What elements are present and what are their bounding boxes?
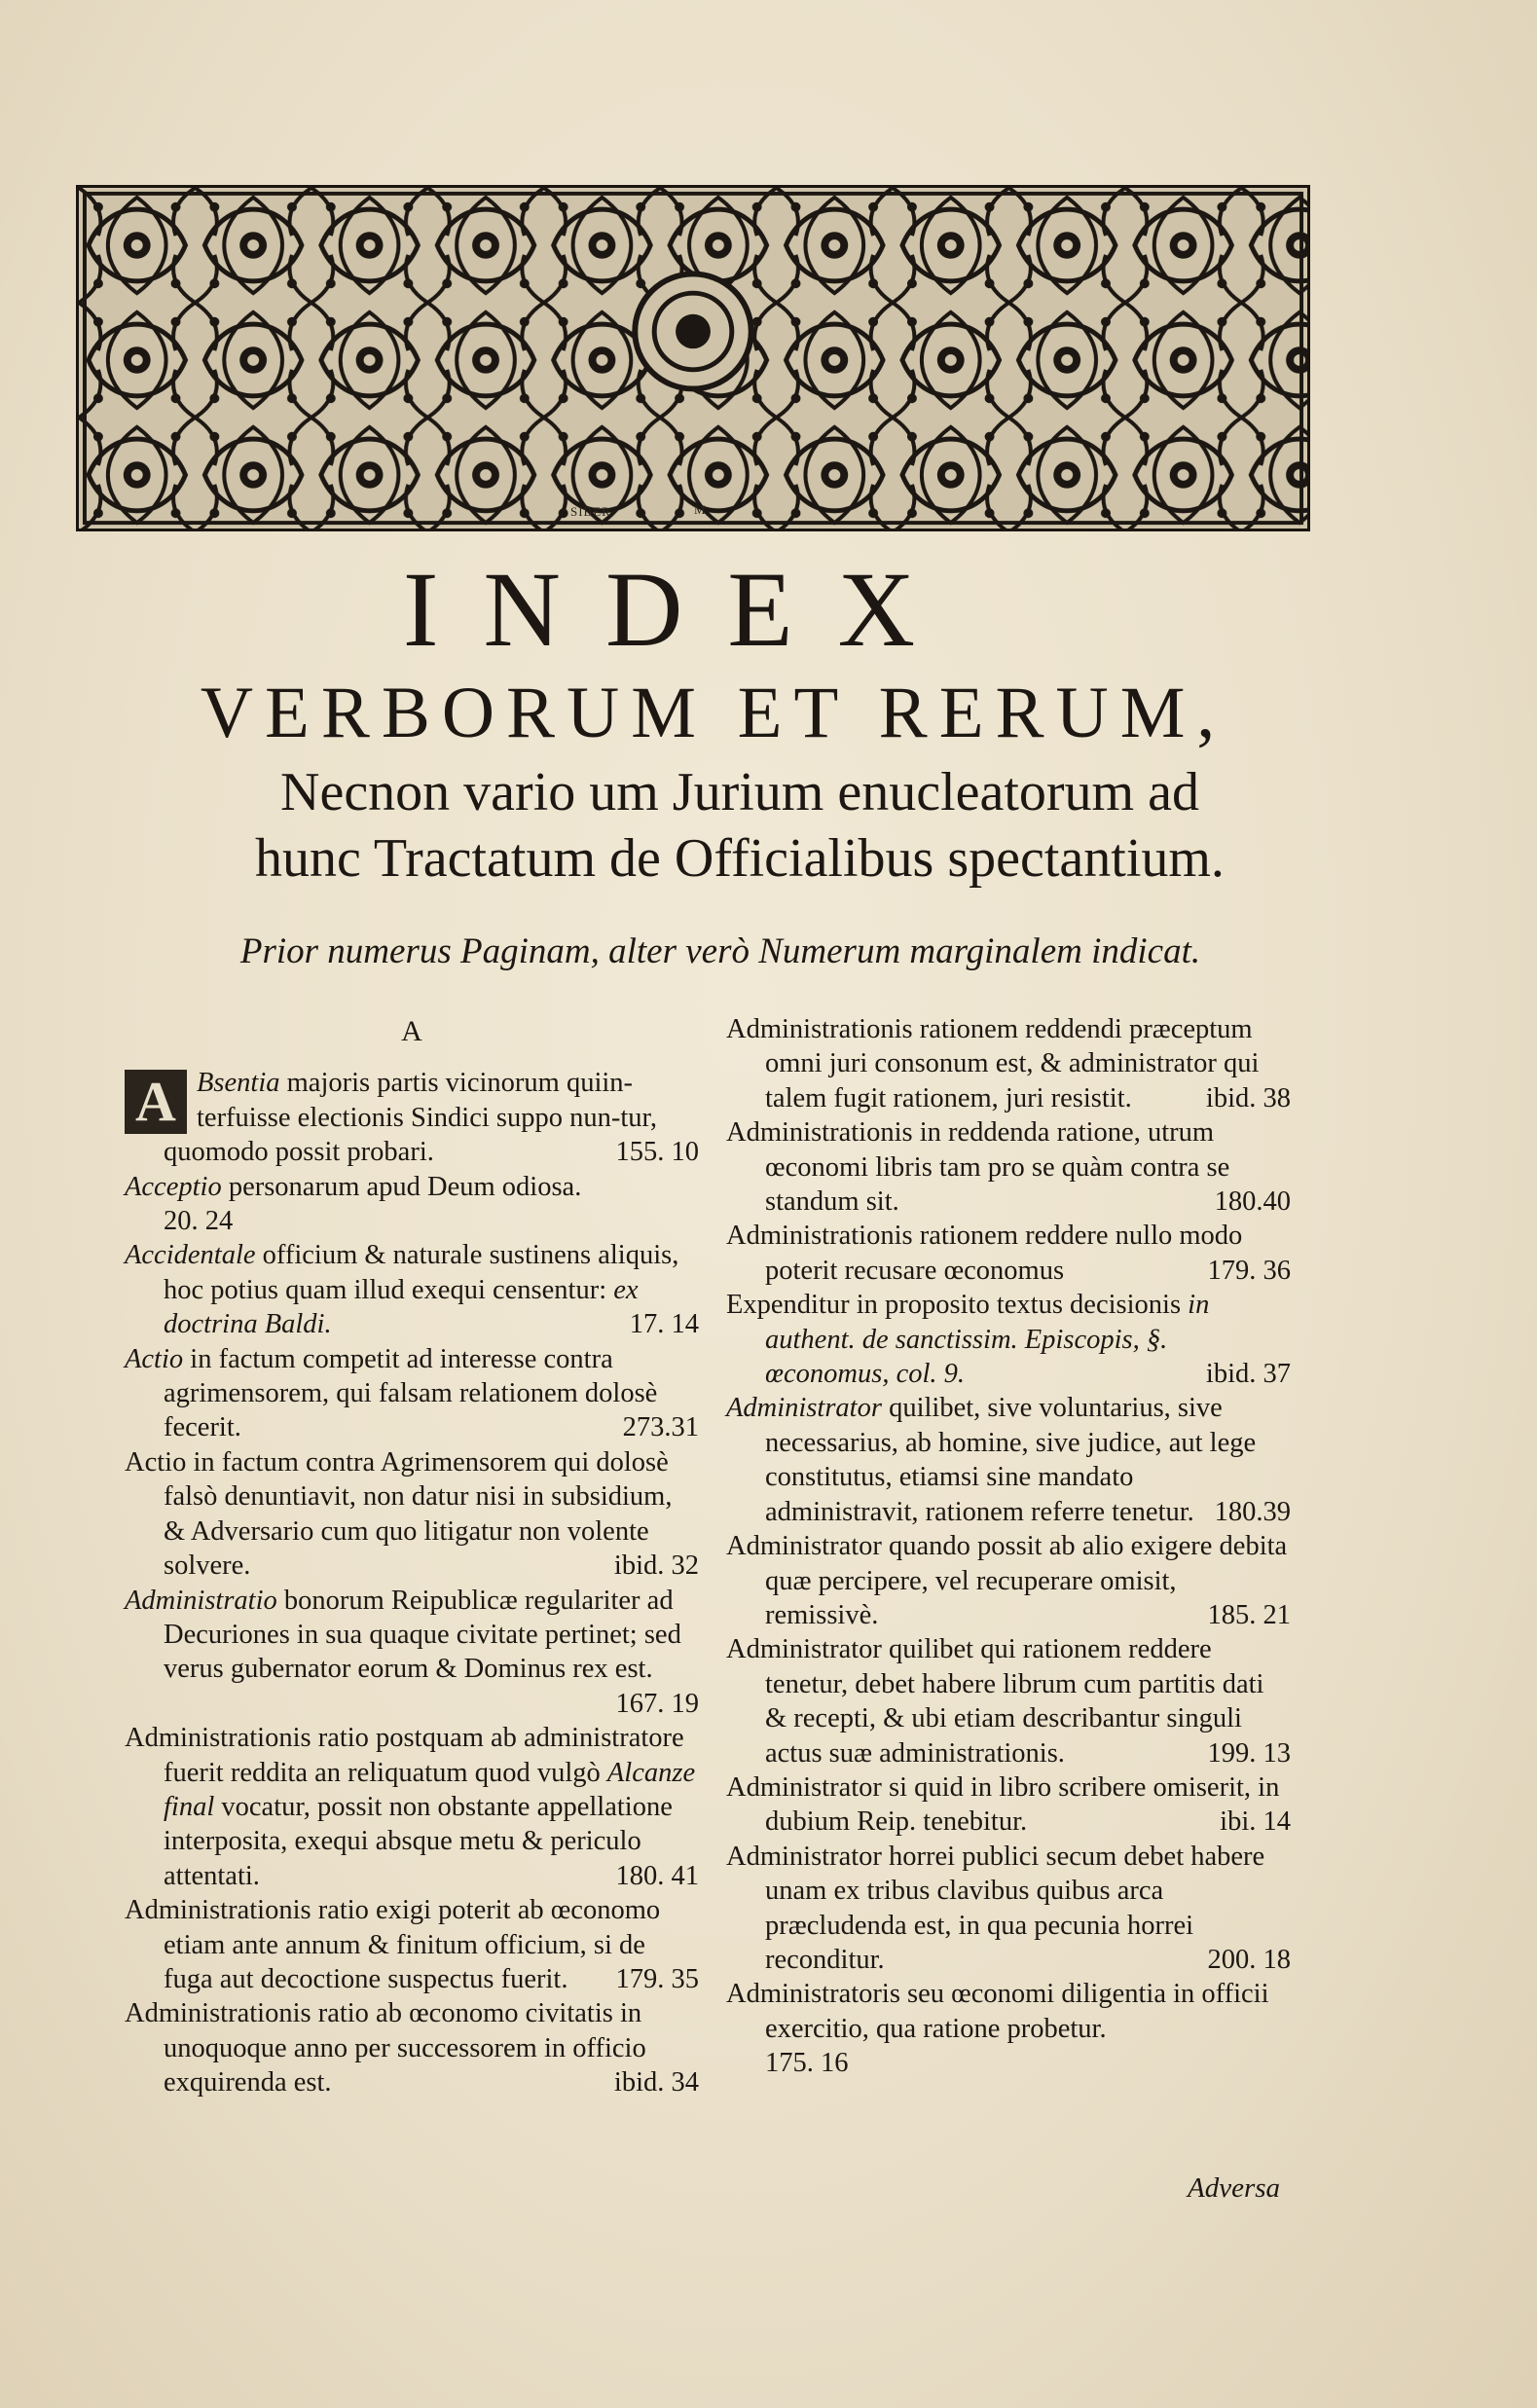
index-entry <box>726 1288 1291 1391</box>
entry-reference: 179. 36 <box>1207 1255 1291 1286</box>
floral-ornament-graphic <box>79 188 1307 529</box>
entry-reference: 200. 18 <box>1207 1944 1291 1975</box>
entry-head: Bsentia <box>197 1068 280 1099</box>
drop-cap: A <box>125 1070 187 1134</box>
entry-reference: ibi. 14 <box>1220 1806 1291 1838</box>
entry-text: Administrationis in reddenda ratione, utrum œconomi libris tam pro se quàm contra se standum sit. <box>726 1117 1230 1218</box>
entry-text-continued: vocatur, possit non obstante appellatione interposita, exequi absque metu & periculo attentati. <box>164 1791 673 1891</box>
entry-reference: 179. 35 <box>615 1963 699 1994</box>
section-letter: A <box>401 1015 422 1047</box>
entry-reference: ibid. 37 <box>1205 1359 1291 1390</box>
entry-text: personarum apud Deum odiosa. <box>221 1171 582 1202</box>
title-description <box>175 759 1304 892</box>
index-usage-note: Prior numerus Paginam, alter verò Numerum marginalem indicat. <box>239 931 1201 971</box>
entry-italic-term: Alcanze final <box>164 1757 696 1822</box>
entry-text: Administrationis rationem reddere nullo modo poterit recusare œconomus <box>726 1221 1243 1286</box>
index-entry <box>125 1584 699 1722</box>
entry-reference: 167. 19 <box>615 1688 699 1719</box>
entry-text: officium & naturale sustinens aliquis, hoc potius quam illud exequi censentur: <box>164 1240 679 1305</box>
entry-text: bonorum Reipublicæ regulariter ad Decuriones in sua quaque civitate pertinet; sed verus gubernator eorum & Dominus rex est. <box>164 1585 681 1685</box>
entry-text: Administrator horrei publici secum debet habere unam ex tribus clavibus quibus arca præcludenda est, in qua pecunia horrei reconditur. <box>726 1841 1265 1975</box>
entry-reference: 155. 10 <box>615 1137 699 1168</box>
index-entry <box>726 1632 1291 1770</box>
entry-reference: 20. 24 <box>164 1206 234 1237</box>
index-entry <box>726 1115 1291 1219</box>
entry-text: Administrator quilibet qui rationem reddere tenetur, debet habere librum cum partitis dati & recepti, & ubi etiam describantur singuli actus suæ administrationis. <box>726 1634 1264 1769</box>
index-column-left <box>125 1014 699 2100</box>
entry-reference: ibid. 38 <box>1205 1082 1291 1113</box>
entry-text: in factum competit ad interesse contra agrimensorem, qui falsam relationem dolosè fecerit. <box>164 1343 658 1443</box>
entry-reference: 17. 14 <box>629 1309 699 1340</box>
entry-reference: 175. 16 <box>765 2048 849 2079</box>
index-entry <box>125 1238 699 1341</box>
index-entry <box>726 1391 1291 1529</box>
index-entry <box>726 1770 1291 1840</box>
index-entry <box>726 1529 1291 1632</box>
entry-reference: 185. 21 <box>1207 1599 1291 1630</box>
entry-reference: 180.39 <box>1214 1496 1291 1527</box>
index-column-right <box>726 1012 1291 2081</box>
entry-text: quilibet, sive voluntarius, sive necessarius, ab homine, sive judice, aut lege constitutus, etiamsi sine mandato administravit, rationem referre tenetur. <box>765 1393 1257 1527</box>
index-entry <box>726 1977 1291 2080</box>
entry-reference: 180.40 <box>1214 1186 1291 1218</box>
entry-text: Administrationis ratio postquam ab administratore fuerit reddita an reliquatum quod vulgò <box>125 1723 684 1788</box>
entry-head: Administratio <box>125 1585 277 1616</box>
index-entry <box>726 1012 1291 1115</box>
entry-italic-citation: in authent. de sanctissim. Episcopis, §. œconomus, col. 9. <box>765 1290 1210 1390</box>
engraver-mark: M <box>694 502 707 517</box>
index-entry <box>125 1893 699 1996</box>
index-entry <box>125 1721 699 1893</box>
entry-text: Administratoris seu œconomi diligentia in officii exercitio, qua ratione probetur. <box>726 1979 1269 2044</box>
entry-reference: 180. 41 <box>615 1860 699 1891</box>
entry-text: Administrationis rationem reddendi præceptum omni juri consonum est, & administrator qui talem fugit rationem, juri resistit. <box>726 1014 1260 1113</box>
index-entry <box>125 1996 699 2099</box>
entry-reference: 273.31 <box>622 1412 699 1443</box>
index-entry <box>125 1066 699 1169</box>
entry-head: Acceptio <box>125 1171 222 1202</box>
entry-head: Accidentale <box>125 1240 256 1271</box>
entry-text: Administrator si quid in libro scribere omiserit, in dubium Reip. tenebitur. <box>726 1771 1280 1838</box>
title-description-line-2: hunc Tractatum de Officialibus spectantium. <box>255 828 1225 889</box>
index-entry <box>125 1342 699 1445</box>
entry-head: Actio <box>125 1343 184 1374</box>
index-entry <box>125 1445 699 1584</box>
engraver-signature: SIBER <box>570 504 611 519</box>
catchword: Adversa <box>1188 2172 1281 2204</box>
entry-reference: 199. 13 <box>1207 1737 1291 1769</box>
entry-text: Administrator quando possit ab alio exigere debita quæ percipere, vel recuperare omisit, remissivè. <box>726 1531 1288 1630</box>
ornamental-headpiece <box>76 185 1310 531</box>
index-entry <box>726 1219 1291 1288</box>
entry-text: majoris partis vicinorum quiin-terfuisse electionis Sindici suppo nun-tur, quomodo possit probari. <box>164 1068 657 1168</box>
entry-reference: ibid. 34 <box>613 2067 699 2098</box>
index-entry <box>125 1170 699 1239</box>
entry-reference: ibid. 32 <box>613 1551 699 1582</box>
entry-italic-citation: ex doctrina Baldi. <box>164 1274 639 1340</box>
entry-text: Actio in factum contra Agrimensorem qui dolosè falsò denuntiavit, non datur nisi in subsidium, & Adversario cum quo litigatur non volente solvere. <box>125 1446 673 1582</box>
entry-text: Expenditur in proposito textus decisionis <box>726 1290 1189 1321</box>
title-description-line-1: Necnon vario um Jurium enucleatorum ad <box>280 762 1199 822</box>
index-entry <box>726 1840 1291 1978</box>
entry-text: Administrationis ratio exigi poterit ab œconomo etiam ante annum & finitum officium, si de fuga aut decoctione suspectus fuerit. <box>125 1895 661 1994</box>
page-title: INDEX <box>402 550 961 669</box>
entry-text: Administrationis ratio ab œconomo civitatis in unoquoque anno per successorem in officio exquirenda est. <box>125 1998 646 2098</box>
page-subtitle: VERBORUM ET RERUM, <box>200 673 1227 753</box>
entry-head: Administrator <box>726 1393 882 1424</box>
